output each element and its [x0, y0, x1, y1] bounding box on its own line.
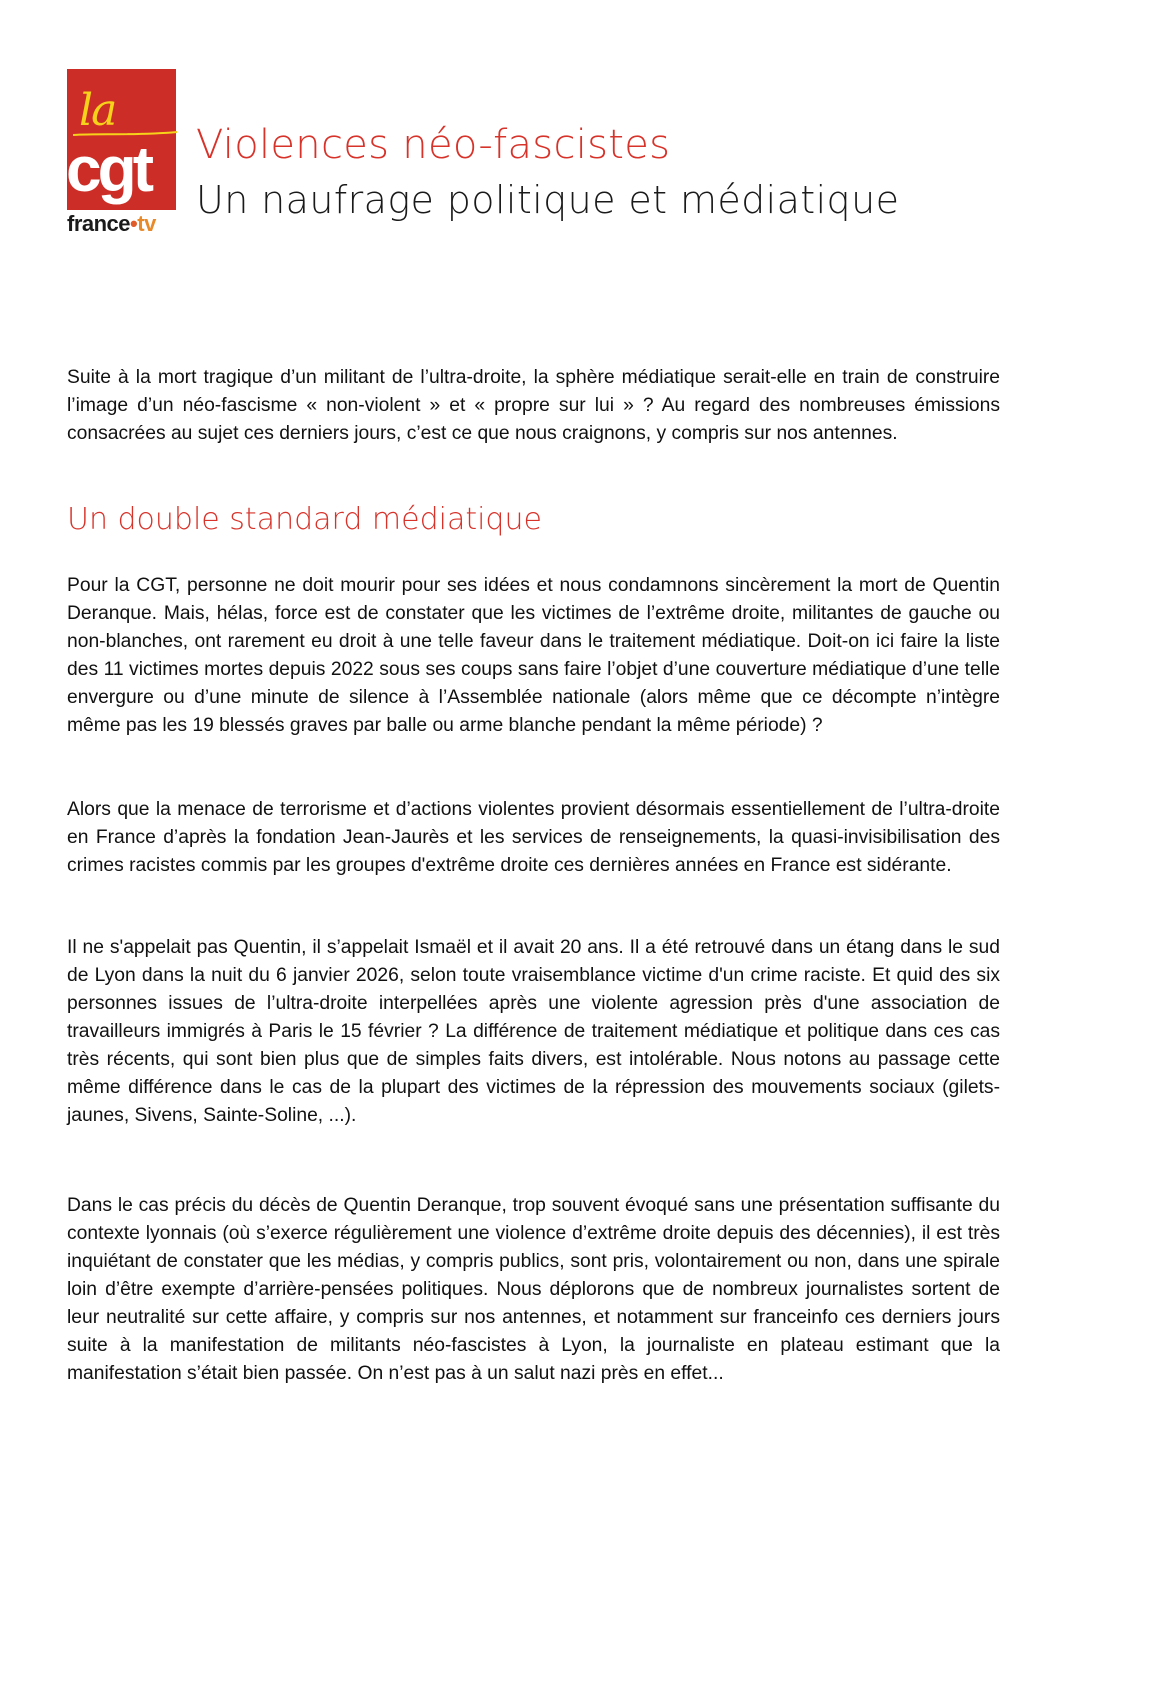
intro-paragraph: Suite à la mort tragique d’un militant de l’ultra-droite, la sphère médiatique serait-elle en train de construire l’image d’un néo-fascisme « non-violent » et « propre sur lui » ? Au regard des nombreuses émissions consacrées au sujet ces derniers jours, c’est ce que nous craignons, y compris sur nos antennes.: [67, 367, 1000, 444]
logo-france-tv: [67, 211, 156, 237]
body-paragraph: Pour la CGT, personne ne doit mourir pour ses idées et nous condamnons sincèrement la mort de Quentin Deranque. Mais, hélas, force est de constater que les victimes de l’extrême droite, militantes de gauche ou non-blanches, ont rarement eu droit à une telle faveur dans le traitement médiatique. Doit-on ici faire la liste des 11 victimes mortes depuis 2022 sous ses coups sans faire l’objet d’une couverture médiatique d’une telle envergure ou d’une minute de silence à l’Assemblée nationale (alors même que ce décompte n’intègre même pas les 19 blessés graves par balle ou arme blanche pendant la même période) ?: [67, 575, 1000, 736]
logo-cgt-wordmark: cgt: [66, 133, 150, 205]
cgt-france-tv-logo: [67, 69, 179, 249]
logo-dot: •: [130, 211, 138, 236]
logo-tv-text: tv: [137, 211, 156, 236]
body-paragraph: Il ne s'appelait pas Quentin, il s’appelait Ismaël et il avait 20 ans. Il a été retrouvé dans un étang dans le sud de Lyon dans la nuit du 6 janvier 2026, selon toute vraisemblance victime d'un crime raciste. Et quid des six personnes issues de l’ultra-droite interpellées après une violente agression près d'une association de travailleurs immigrés à Paris le 15 février ? La différence de traitement médiatique et politique dans ces cas très récents, qui sont bien plus que de simples faits divers, est intolérable. Nous notons au passage cette même différence dans le cas de la plupart des victimes de la répression des mouvements sociaux (gilets-jaunes, Sivens, Sainte-Soline, ...).: [67, 937, 1000, 1126]
document-subtitle: Un naufrage politique et médiatique: [196, 177, 900, 222]
body-paragraph: Alors que la menace de terrorisme et d’actions violentes provient désormais essentiellement de l’ultra-droite en France d’après la fondation Jean-Jaurès et les services de renseignements, la quasi-invisibilisation des crimes racistes commis par les groupes d'extrême droite ces dernières années en France est sidérante.: [67, 799, 1000, 876]
document-title: Violences néo-fascistes: [196, 121, 671, 168]
logo-la-script: la: [79, 85, 116, 136]
body-paragraph: Dans le cas précis du décès de Quentin Deranque, trop souvent évoqué sans une présentation suffisante du contexte lyonnais (où s’exerce régulièrement une violence d’extrême droite depuis des décennies), il est très inquiétant de constater que les médias, y compris publics, sont pris, volontairement ou non, dans une spirale loin d’être exempte d’arrière-pensées politiques. Nous déplorons que de nombreux journalistes sortent de leur neutralité sur cette affaire, y compris sur nos antennes, et notamment sur franceinfo ces derniers jours suite à la manifestation de militants néo-fascistes à Lyon, la journaliste en plateau estimant que la manifestation s’était bien passée. On n’est pas à un salut nazi près en effet...: [67, 1195, 1000, 1384]
section-heading: Un double standard médiatique: [67, 502, 542, 537]
logo-france-text: france: [67, 211, 131, 236]
